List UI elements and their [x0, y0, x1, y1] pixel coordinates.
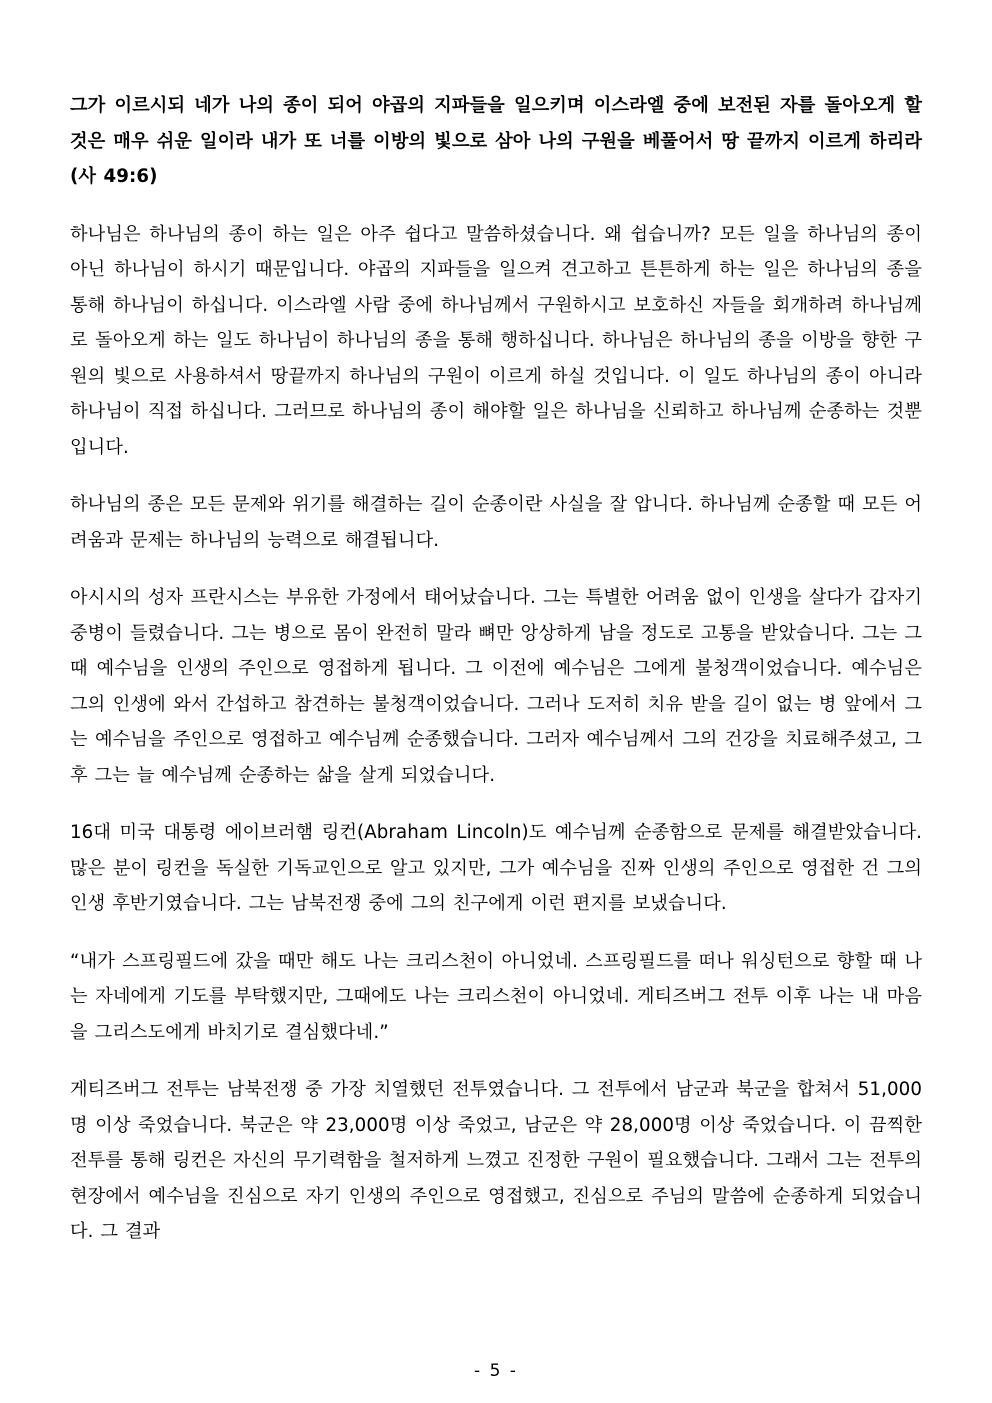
body-paragraph-5: 게티즈버그 전투는 남북전쟁 중 가장 치열했던 전투였습니다. 그 전투에서 남군과 북군을 합쳐서 51,000명 이상 죽었습니다. 북군은 약 23,000명 이상 죽었고, 남군은 약 28,000명 이상 죽었습니다. 이 끔찍한 전투를 통해 링컨은 자신의 무기력함을 철저하게 느꼈고 진정한 구원이 필요했습니다. 그래서 그는 전투의 현장에서 예수님을 진심으로 자기 인생의 주인으로 영접했고, 진심으로 주님의 말씀에 순종하게 되었습니다. 그 결과 — [70, 1079, 922, 1242]
lincoln-quote: “내가 스프링필드에 갔을 때만 해도 나는 크리스천이 아니었네. 스프링필드를 떠나 워싱턴으로 향할 때 나는 자네에게 기도를 부탁했지만, 그때에도 나는 크리스천이 아니었네. 게티즈버그 전투 이후 나는 내 마음을 그리스도에게 바치기로 결심했다네.” — [70, 950, 922, 1043]
body-paragraph-1: 하나님은 하나님의 종이 하는 일은 아주 쉽다고 말씀하셨습니다. 왜 쉽습니까? 모든 일을 하나님의 종이 아닌 하나님이 하시기 때문입니다. 야곱의 지파들을 일으켜 견고하고 튼튼하게 하는 일은 하나님의 종을 통해 하나님이 하십니다. 이스라엘 사람 중에 하나님께서 구원하시고 보호하신 자들을 회개하려 하나님께로 돌아오게 하는 일도 하나님이 하나님의 종을 통해 행하십니다. 하나님은 하나님의 종을 이방을 향한 구원의 빛으로 사용하셔서 땅끝까지 하나님의 구원이 이르게 하실 것입니다. 이 일도 하나님의 종이 아니라 하나님이 직접 하십니다. 그러므로 하나님의 종이 해야할 일은 하나님을 신뢰하고 하나님께 순종하는 것뿐입니다. — [70, 223, 922, 458]
page-number: - 5 - — [474, 1361, 518, 1381]
body-paragraph-3: 아시시의 성자 프란시스는 부유한 가정에서 태어났습니다. 그는 특별한 어려움 없이 인생을 살다가 갑자기 중병이 들렸습니다. 그는 병으로 몸이 완전히 말라 뼈만 앙상하게 남을 정도로 고통을 받았습니다. 그는 그때 예수님을 인생의 주인으로 영접하게 됩니다. 그 이전에 예수님은 그에게 불청객이었습니다. 예수님은 그의 인생에 와서 간섭하고 참견하는 불청객이었습니다. 그러나 도저히 치유 받을 길이 없는 병 앞에서 그는 예수님을 주인으로 영접하고 예수님께 순종했습니다. 그러자 예수님께서 그의 건강을 치료해주셨고, 그 후 그는 늘 예수님께 순종하는 삶을 살게 되었습니다. — [70, 587, 922, 786]
body-paragraph-2: 하나님의 종은 모든 문제와 위기를 해결하는 길이 순종이란 사실을 잘 압니다. 하나님께 순종할 때 모든 어려움과 문제는 하나님의 능력으로 해결됩니다. — [70, 494, 922, 551]
body-paragraph-4: 16대 미국 대통령 에이브러햄 링컨(Abraham Lincoln)도 예수님께 순종함으로 문제를 해결받았습니다. 많은 분이 링컨을 독실한 기독교인으로 알고 있지만, 그가 예수님을 진짜 인생의 주인으로 영접한 건 그의 인생 후반기였습니다. 그는 남북전쟁 중에 그의 친구에게 이런 편지를 보냈습니다. — [70, 822, 922, 914]
page-content — [70, 88, 922, 1250]
scripture-verse: 그가 이르시되 네가 나의 종이 되어 야곱의 지파들을 일으키며 이스라엘 중에 보전된 자를 돌아오게 할 것은 매우 쉬운 일이라 내가 또 너를 이방의 빛으로 삼아 나의 구원을 베풀어서 땅 끝까지 이르게 하리라(사 49:6) — [70, 95, 922, 187]
